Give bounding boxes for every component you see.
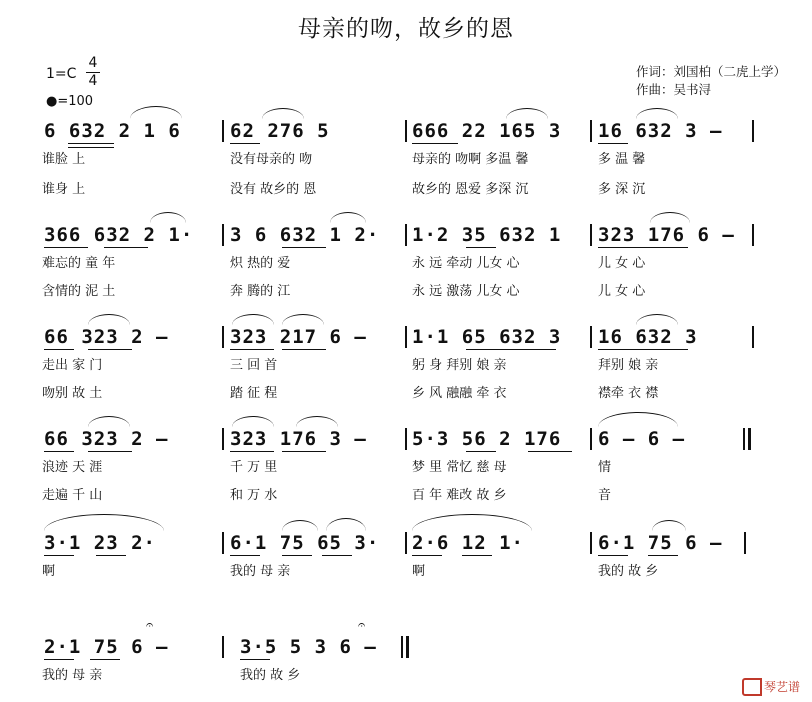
fermata-icon: 𝄐 — [146, 618, 154, 633]
beam-underline — [282, 247, 326, 248]
lyric-line-2: 乡 风 融融 牵 衣 — [412, 386, 507, 401]
beam-underline — [412, 555, 442, 556]
lyric-line-1: 母亲的 吻啊 多温 馨 — [412, 152, 529, 167]
measure: 2·6 12 1· — [412, 532, 524, 554]
measure: 3 6 632 1 2· — [230, 224, 380, 246]
lyric-line-1: 永 远 牵动 儿女 心 — [412, 256, 520, 271]
repeat-end-barline — [748, 428, 751, 450]
measure: 6 – 6 – — [598, 428, 686, 450]
lyric-line-2: 含情的 泥 土 — [42, 284, 116, 299]
beam-underline — [44, 555, 74, 556]
lyric-line-2: 襟牵 衣 襟 — [598, 386, 659, 401]
beam-underline — [90, 659, 120, 660]
slur — [88, 314, 130, 325]
barline — [752, 224, 754, 246]
beam-underline — [44, 451, 74, 452]
beam-underline — [466, 349, 556, 350]
beam-underline — [88, 349, 132, 350]
lyric-line-1: 多 温 馨 — [598, 152, 646, 167]
lyric-line-2: 奔 腾的 江 — [230, 284, 291, 299]
measure: 1·2 35 632 1 — [412, 224, 562, 246]
time-signature — [86, 55, 100, 90]
measure: 5·3 56 2 176 — [412, 428, 562, 450]
fermata-icon: 𝄐 — [358, 618, 366, 633]
lyric-line-1: 我的 母 亲 — [230, 564, 291, 579]
measure: 6·1 75 65 3· — [230, 532, 380, 554]
measure: 1·1 65 632 3 — [412, 326, 562, 348]
beam-underline — [598, 555, 628, 556]
measure: 66 323 2 – — [44, 326, 169, 348]
lyric-line-2: 永 远 激荡 儿女 心 — [412, 284, 520, 299]
lyric-line-1: 千 万 里 — [230, 460, 278, 475]
slur — [282, 314, 324, 325]
lyric-line-1: 啊 — [42, 564, 56, 579]
measure: 66 323 2 – — [44, 428, 169, 450]
beam-underline — [466, 451, 496, 452]
lyric-line-2: 没有 故乡的 恩 — [230, 182, 317, 197]
measure: 323 176 6 – — [598, 224, 735, 246]
slur — [652, 520, 686, 531]
lyric-line-1: 走出 家 门 — [42, 358, 103, 373]
lyric-line-1: 我的 故 乡 — [240, 668, 301, 683]
beam-underline — [282, 349, 326, 350]
barline — [752, 326, 754, 348]
lyric-line-1: 我的 故 乡 — [598, 564, 659, 579]
barline — [590, 532, 592, 554]
barline — [222, 636, 224, 658]
song-title: 母亲的吻，故乡的恩 — [298, 16, 514, 42]
barline — [743, 428, 745, 450]
slur — [506, 108, 548, 119]
system-2 — [0, 224, 812, 304]
slur — [88, 416, 130, 427]
lyric-line-2: 百 年 难改 故 乡 — [412, 488, 507, 503]
slur — [326, 518, 366, 531]
measure: 323 176 3 – — [230, 428, 367, 450]
slur — [636, 108, 678, 119]
lyric-line-1: 我的 母 亲 — [42, 668, 103, 683]
slur — [44, 514, 164, 531]
lyric-line-1: 情 — [598, 460, 612, 475]
watermark-text: 琴艺谱 — [763, 679, 800, 694]
measure: 3·5 5 3 6 – — [240, 636, 377, 658]
measure: 323 217 6 – — [230, 326, 367, 348]
beam-underline — [462, 555, 492, 556]
measure: 16 632 3 — [598, 326, 698, 348]
slur — [296, 416, 338, 427]
time-signature-bottom: 4 — [88, 73, 98, 89]
barline — [590, 326, 592, 348]
lyric-line-1: 拜别 娘 亲 — [598, 358, 659, 373]
barline — [401, 636, 403, 658]
lyric-line-2: 多 深 沉 — [598, 182, 646, 197]
composer-credit: 作曲：吴书浔 — [636, 82, 712, 97]
measure: 6·1 75 6 – — [598, 532, 723, 554]
beam-underline — [230, 143, 260, 144]
barline — [744, 532, 746, 554]
lyric-line-2: 踏 征 程 — [230, 386, 278, 401]
key-signature: 1=C — [46, 66, 77, 82]
lyric-line-1: 难忘的 童 年 — [42, 256, 116, 271]
lyric-line-1: 浪迹 天 涯 — [42, 460, 103, 475]
lyric-line-2: 吻别 故 土 — [42, 386, 103, 401]
barline — [222, 428, 224, 450]
beam-underline — [44, 349, 74, 350]
lyric-line-2: 故乡的 恩爱 多深 沉 — [412, 182, 529, 197]
beam-underline — [648, 555, 678, 556]
system-3 — [0, 326, 812, 406]
slur — [330, 212, 366, 223]
barline — [222, 224, 224, 246]
measure: 16 632 3 – — [598, 120, 723, 142]
beam-underline — [44, 247, 88, 248]
slur — [636, 314, 678, 325]
barline — [590, 120, 592, 142]
lyric-line-1: 炽 热的 爱 — [230, 256, 291, 271]
barline — [590, 224, 592, 246]
lyric-line-1: 啊 — [412, 564, 426, 579]
beam-underline — [282, 451, 326, 452]
lyric-line-2: 儿 女 心 — [598, 284, 646, 299]
lyricist-credit: 作词：刘国柏（二虎上学） — [636, 64, 787, 79]
beam-underline — [68, 143, 114, 144]
measure: 2·1 75 6 – — [44, 636, 169, 658]
beam-underline — [88, 451, 132, 452]
beam-underline — [230, 451, 274, 452]
beam-underline — [104, 247, 148, 248]
watermark-logo — [742, 678, 800, 697]
barline — [405, 532, 407, 554]
tempo-value: =100 — [57, 94, 94, 109]
system-1 — [0, 120, 812, 200]
lyric-line-1: 儿 女 心 — [598, 256, 646, 271]
system-4 — [0, 428, 812, 508]
lyric-line-2: 走遍 千 山 — [42, 488, 103, 503]
barline — [590, 428, 592, 450]
slur — [650, 212, 690, 223]
lyric-line-1: 三 回 首 — [230, 358, 278, 373]
quarter-note-icon: ● — [46, 94, 58, 109]
beam-underline — [230, 349, 274, 350]
beam-underline — [96, 555, 126, 556]
beam-underline — [230, 555, 260, 556]
barline — [222, 326, 224, 348]
beam-underline — [528, 451, 572, 452]
barline — [222, 532, 224, 554]
slur — [282, 520, 318, 531]
final-barline — [406, 636, 409, 658]
slur — [232, 314, 274, 325]
slur — [262, 108, 304, 119]
slur — [598, 412, 678, 427]
beam-underline — [598, 349, 688, 350]
measure: 666 22 165 3 — [412, 120, 562, 142]
system-6 — [0, 618, 812, 686]
beam-underline — [44, 659, 74, 660]
measure: 366 632 2 1· — [44, 224, 194, 246]
system-5 — [0, 532, 812, 582]
measure: 62 276 5 — [230, 120, 330, 142]
tempo-marking — [46, 94, 93, 109]
beam-underline — [322, 555, 352, 556]
beam-underline — [598, 143, 628, 144]
barline — [405, 428, 407, 450]
lyric-line-1: 谁脸 上 — [42, 152, 86, 167]
slur — [412, 514, 532, 531]
lyric-line-1: 梦 里 常忆 慈 母 — [412, 460, 507, 475]
time-signature-top: 4 — [88, 55, 98, 71]
measure: 3·1 23 2· — [44, 532, 156, 554]
lyric-line-1: 躬 身 拜别 娘 亲 — [412, 358, 507, 373]
barline — [405, 224, 407, 246]
beam-underline — [240, 659, 270, 660]
beam-underline — [598, 247, 688, 248]
barline — [222, 120, 224, 142]
logo-icon — [742, 678, 762, 696]
lyric-line-2: 音 — [598, 488, 612, 503]
beam-underline — [282, 555, 312, 556]
beam-underline — [412, 143, 458, 144]
lyric-line-2: 谁身 上 — [42, 182, 86, 197]
barline — [752, 120, 754, 142]
lyric-line-2: 和 万 水 — [230, 488, 278, 503]
beam-underline — [466, 247, 496, 248]
lyric-line-1: 没有母亲的 吻 — [230, 152, 313, 167]
measure: 6 632 2 1 6 — [44, 120, 181, 142]
barline — [405, 120, 407, 142]
barline — [405, 326, 407, 348]
slur — [232, 416, 274, 427]
slur — [150, 212, 186, 223]
slur — [130, 106, 182, 119]
